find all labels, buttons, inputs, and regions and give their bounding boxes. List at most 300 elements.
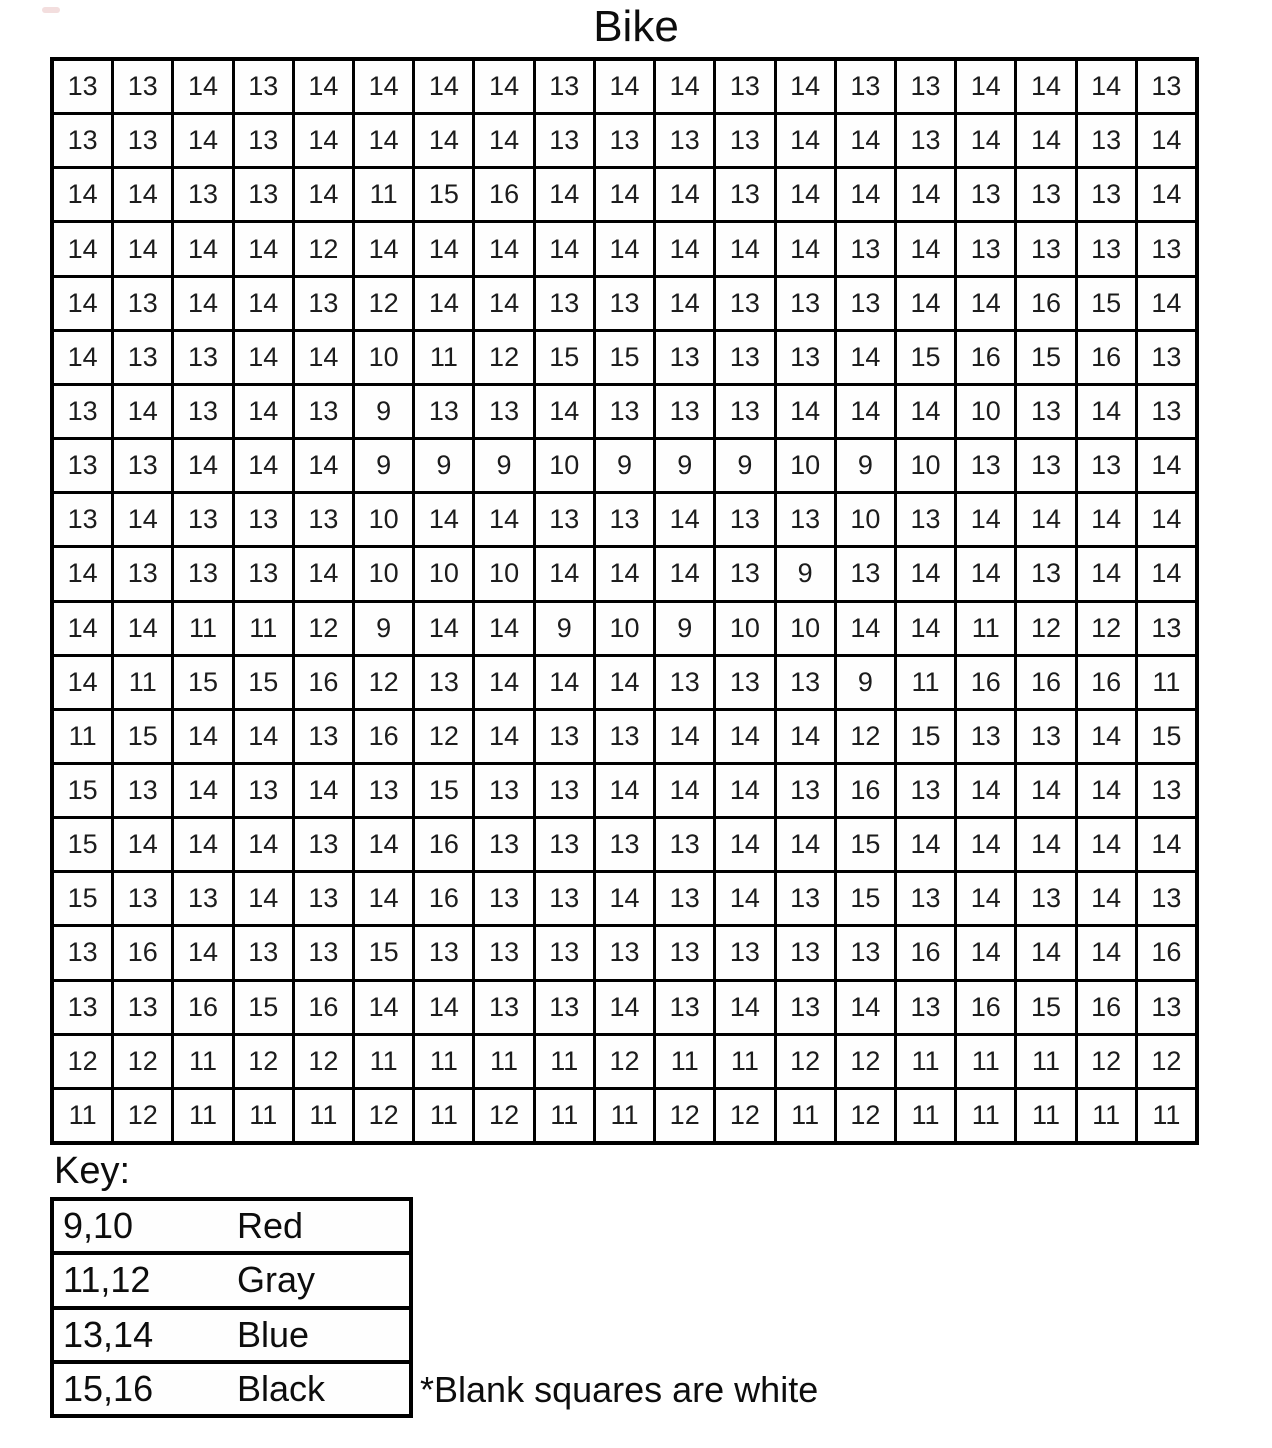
grid-cell: 16 bbox=[1078, 982, 1135, 1033]
grid-cell: 15 bbox=[174, 657, 231, 708]
grid-cell: 14 bbox=[957, 278, 1014, 329]
grid-cell: 11 bbox=[596, 1090, 653, 1141]
grid-cell: 11 bbox=[235, 603, 292, 654]
grid-cell: 13 bbox=[957, 711, 1014, 762]
grid-cell: 13 bbox=[596, 278, 653, 329]
grid-cell: 13 bbox=[1017, 548, 1074, 599]
grid-cell: 14 bbox=[235, 278, 292, 329]
grid-cell: 12 bbox=[355, 657, 412, 708]
grid-cell: 14 bbox=[1138, 115, 1195, 166]
key-numbers: 11,12 bbox=[63, 1259, 151, 1301]
grid-cell: 11 bbox=[54, 1090, 111, 1141]
grid-cell: 14 bbox=[415, 494, 472, 545]
grid-cell: 13 bbox=[656, 982, 713, 1033]
grid-cell: 14 bbox=[415, 982, 472, 1033]
grid-cell: 14 bbox=[1078, 386, 1135, 437]
grid-cell: 13 bbox=[1078, 115, 1135, 166]
grid-cell: 14 bbox=[295, 332, 352, 383]
grid-cell: 12 bbox=[716, 1090, 773, 1141]
grid-cell: 13 bbox=[415, 657, 472, 708]
grid-cell: 14 bbox=[656, 494, 713, 545]
grid-cell: 14 bbox=[114, 603, 171, 654]
grid-cell: 14 bbox=[656, 223, 713, 274]
grid-cell: 14 bbox=[536, 548, 593, 599]
grid-cell: 14 bbox=[54, 332, 111, 383]
grid-cell: 14 bbox=[837, 603, 894, 654]
grid-cell: 13 bbox=[1138, 765, 1195, 816]
grid-cell: 14 bbox=[54, 169, 111, 220]
grid-cell: 11 bbox=[1078, 1090, 1135, 1141]
grid-cell: 13 bbox=[114, 765, 171, 816]
grid-cell: 14 bbox=[1078, 927, 1135, 978]
grid-cell: 13 bbox=[957, 223, 1014, 274]
number-grid bbox=[50, 57, 1199, 1145]
grid-cell: 13 bbox=[777, 873, 834, 924]
grid-cell: 9 bbox=[656, 603, 713, 654]
grid-cell: 11 bbox=[897, 1090, 954, 1141]
grid-cell: 14 bbox=[1017, 61, 1074, 112]
grid-cell: 13 bbox=[1138, 332, 1195, 383]
grid-cell: 13 bbox=[475, 982, 532, 1033]
grid-cell: 14 bbox=[897, 386, 954, 437]
key-numbers: 15,16 bbox=[63, 1367, 154, 1409]
grid-cell: 12 bbox=[837, 711, 894, 762]
grid-cell: 12 bbox=[114, 1090, 171, 1141]
grid-cell: 13 bbox=[656, 332, 713, 383]
grid-cell: 16 bbox=[1078, 657, 1135, 708]
grid-cell: 13 bbox=[777, 657, 834, 708]
grid-cell: 13 bbox=[837, 548, 894, 599]
grid-cell: 13 bbox=[1017, 440, 1074, 491]
grid-cell: 9 bbox=[355, 440, 412, 491]
grid-cell: 11 bbox=[355, 1036, 412, 1087]
grid-cell: 11 bbox=[415, 1036, 472, 1087]
grid-cell: 14 bbox=[536, 223, 593, 274]
key-numbers: 13,14 bbox=[63, 1313, 154, 1355]
grid-cell: 13 bbox=[656, 386, 713, 437]
grid-cell: 14 bbox=[114, 386, 171, 437]
grid-cell: 13 bbox=[475, 765, 532, 816]
grid-cell: 13 bbox=[114, 332, 171, 383]
grid-cell: 13 bbox=[1138, 61, 1195, 112]
grid-cell: 9 bbox=[837, 657, 894, 708]
grid-cell: 13 bbox=[716, 61, 773, 112]
grid-cell: 13 bbox=[777, 332, 834, 383]
grid-cell: 12 bbox=[355, 278, 412, 329]
grid-cell: 14 bbox=[957, 548, 1014, 599]
grid-cell: 13 bbox=[114, 440, 171, 491]
grid-cell: 13 bbox=[777, 765, 834, 816]
grid-cell: 13 bbox=[716, 494, 773, 545]
grid-cell: 13 bbox=[1078, 169, 1135, 220]
grid-cell: 9 bbox=[355, 386, 412, 437]
grid-cell: 14 bbox=[355, 223, 412, 274]
grid-cell: 13 bbox=[295, 711, 352, 762]
grid-cell: 11 bbox=[355, 169, 412, 220]
key-row-red bbox=[54, 1201, 409, 1251]
grid-cell: 13 bbox=[295, 873, 352, 924]
grid-cell: 14 bbox=[174, 223, 231, 274]
grid-cell: 16 bbox=[1078, 332, 1135, 383]
grid-cell: 14 bbox=[716, 819, 773, 870]
grid-cell: 14 bbox=[1138, 548, 1195, 599]
grid-cell: 16 bbox=[837, 765, 894, 816]
grid-cell: 11 bbox=[295, 1090, 352, 1141]
grid-cell: 13 bbox=[54, 494, 111, 545]
grid-cell: 14 bbox=[295, 169, 352, 220]
grid-cell: 14 bbox=[596, 548, 653, 599]
grid-cell: 10 bbox=[596, 603, 653, 654]
grid-cell: 14 bbox=[1078, 61, 1135, 112]
grid-cell: 14 bbox=[777, 61, 834, 112]
grid-cell: 13 bbox=[415, 927, 472, 978]
grid-cell: 14 bbox=[837, 386, 894, 437]
grid-cell: 10 bbox=[897, 440, 954, 491]
grid-cell: 13 bbox=[415, 386, 472, 437]
grid-cell: 14 bbox=[1138, 169, 1195, 220]
grid-cell: 14 bbox=[596, 169, 653, 220]
grid-cell: 14 bbox=[295, 440, 352, 491]
key-color-name: Blue bbox=[237, 1313, 310, 1355]
grid-cell: 14 bbox=[716, 765, 773, 816]
grid-cell: 13 bbox=[114, 873, 171, 924]
grid-cell: 14 bbox=[777, 115, 834, 166]
grid-cell: 13 bbox=[656, 873, 713, 924]
grid-cell: 15 bbox=[536, 332, 593, 383]
grid-cell: 13 bbox=[596, 711, 653, 762]
grid-cell: 13 bbox=[235, 927, 292, 978]
grid-cell: 12 bbox=[1138, 1036, 1195, 1087]
grid-cell: 15 bbox=[355, 927, 412, 978]
grid-cell: 13 bbox=[536, 61, 593, 112]
grid-cell: 14 bbox=[475, 115, 532, 166]
grid-cell: 10 bbox=[475, 548, 532, 599]
grid-cell: 9 bbox=[415, 440, 472, 491]
grid-cell: 13 bbox=[596, 819, 653, 870]
grid-cell: 15 bbox=[114, 711, 171, 762]
grid-cell: 13 bbox=[295, 494, 352, 545]
grid-cell: 13 bbox=[1078, 223, 1135, 274]
key-numbers: 9,10 bbox=[63, 1205, 134, 1247]
grid-cell: 13 bbox=[596, 115, 653, 166]
grid-cell: 15 bbox=[1138, 711, 1195, 762]
grid-cell: 14 bbox=[54, 657, 111, 708]
grid-cell: 13 bbox=[777, 278, 834, 329]
grid-cell: 15 bbox=[897, 332, 954, 383]
grid-cell: 10 bbox=[355, 332, 412, 383]
grid-cell: 13 bbox=[235, 548, 292, 599]
grid-cell: 13 bbox=[596, 494, 653, 545]
grid-cell: 14 bbox=[174, 927, 231, 978]
grid-cell: 14 bbox=[596, 657, 653, 708]
grid-cell: 13 bbox=[235, 61, 292, 112]
grid-cell: 14 bbox=[957, 927, 1014, 978]
grid-cell: 13 bbox=[54, 386, 111, 437]
grid-cell: 14 bbox=[1138, 494, 1195, 545]
grid-cell: 11 bbox=[1138, 657, 1195, 708]
grid-cell: 14 bbox=[716, 711, 773, 762]
grid-cell: 14 bbox=[475, 223, 532, 274]
grid-cell: 14 bbox=[596, 61, 653, 112]
grid-cell: 12 bbox=[1017, 603, 1074, 654]
grid-cell: 14 bbox=[957, 873, 1014, 924]
blank-squares-note: *Blank squares are white bbox=[420, 1369, 819, 1410]
grid-cell: 13 bbox=[536, 115, 593, 166]
grid-cell: 15 bbox=[235, 982, 292, 1033]
grid-cell: 13 bbox=[475, 819, 532, 870]
grid-cell: 13 bbox=[716, 332, 773, 383]
grid-cell: 13 bbox=[295, 386, 352, 437]
grid-cell: 14 bbox=[897, 819, 954, 870]
grid-cell: 13 bbox=[54, 927, 111, 978]
grid-cell: 9 bbox=[596, 440, 653, 491]
grid-cell: 12 bbox=[656, 1090, 713, 1141]
grid-cell: 13 bbox=[716, 115, 773, 166]
grid-cell: 12 bbox=[1078, 603, 1135, 654]
grid-cell: 12 bbox=[475, 332, 532, 383]
grid-cell: 16 bbox=[475, 169, 532, 220]
key-color-name: Gray bbox=[237, 1259, 316, 1301]
grid-cell: 10 bbox=[355, 494, 412, 545]
grid-cell: 14 bbox=[355, 873, 412, 924]
grid-cell: 16 bbox=[957, 657, 1014, 708]
grid-cell: 14 bbox=[174, 819, 231, 870]
grid-cell: 14 bbox=[1078, 819, 1135, 870]
grid-cell: 14 bbox=[1017, 927, 1074, 978]
grid-cell: 13 bbox=[235, 115, 292, 166]
grid-cell: 14 bbox=[1078, 548, 1135, 599]
grid-cell: 16 bbox=[1138, 927, 1195, 978]
grid-cell: 16 bbox=[957, 982, 1014, 1033]
grid-cell: 13 bbox=[897, 765, 954, 816]
grid-cell: 11 bbox=[536, 1036, 593, 1087]
grid-cell: 11 bbox=[1017, 1090, 1074, 1141]
grid-cell: 12 bbox=[837, 1090, 894, 1141]
grid-cell: 13 bbox=[1017, 169, 1074, 220]
grid-cell: 14 bbox=[716, 982, 773, 1033]
grid-cell: 14 bbox=[1078, 873, 1135, 924]
grid-cell: 11 bbox=[54, 711, 111, 762]
grid-cell: 15 bbox=[897, 711, 954, 762]
grid-cell: 13 bbox=[174, 332, 231, 383]
grid-cell: 13 bbox=[837, 927, 894, 978]
grid-cell: 13 bbox=[1138, 223, 1195, 274]
grid-cell: 15 bbox=[54, 765, 111, 816]
grid-cell: 11 bbox=[174, 603, 231, 654]
grid-cell: 14 bbox=[475, 711, 532, 762]
grid-cell: 14 bbox=[957, 765, 1014, 816]
grid-cell: 13 bbox=[777, 982, 834, 1033]
grid-cell: 13 bbox=[1138, 386, 1195, 437]
grid-cell: 14 bbox=[475, 657, 532, 708]
grid-cell: 14 bbox=[656, 278, 713, 329]
grid-cell: 14 bbox=[1078, 711, 1135, 762]
grid-cell: 13 bbox=[174, 548, 231, 599]
grid-cell: 14 bbox=[355, 982, 412, 1033]
grid-cell: 15 bbox=[415, 765, 472, 816]
grid-cell: 14 bbox=[656, 711, 713, 762]
grid-cell: 12 bbox=[837, 1036, 894, 1087]
grid-cell: 11 bbox=[957, 1036, 1014, 1087]
grid-cell: 14 bbox=[897, 223, 954, 274]
grid-cell: 14 bbox=[114, 494, 171, 545]
grid-cell: 14 bbox=[54, 278, 111, 329]
grid-cell: 14 bbox=[1138, 819, 1195, 870]
grid-cell: 14 bbox=[415, 603, 472, 654]
grid-cell: 14 bbox=[54, 603, 111, 654]
grid-cell: 14 bbox=[475, 494, 532, 545]
grid-cell: 13 bbox=[777, 927, 834, 978]
grid-cell: 14 bbox=[174, 115, 231, 166]
grid-cell: 15 bbox=[54, 873, 111, 924]
grid-cell: 14 bbox=[174, 278, 231, 329]
grid-cell: 12 bbox=[475, 1090, 532, 1141]
grid-cell: 13 bbox=[716, 657, 773, 708]
grid-cell: 9 bbox=[656, 440, 713, 491]
grid-cell: 14 bbox=[355, 819, 412, 870]
grid-cell: 13 bbox=[536, 819, 593, 870]
grid-cell: 13 bbox=[536, 873, 593, 924]
grid-cell: 13 bbox=[837, 61, 894, 112]
grid-cell: 11 bbox=[897, 657, 954, 708]
grid-cell: 13 bbox=[235, 169, 292, 220]
grid-cell: 14 bbox=[957, 494, 1014, 545]
grid-cell: 15 bbox=[596, 332, 653, 383]
grid-cell: 14 bbox=[475, 278, 532, 329]
grid-cell: 10 bbox=[777, 440, 834, 491]
grid-cell: 14 bbox=[716, 873, 773, 924]
grid-cell: 14 bbox=[1017, 494, 1074, 545]
grid-cell: 14 bbox=[1017, 819, 1074, 870]
grid-cell: 12 bbox=[355, 1090, 412, 1141]
grid-cell: 13 bbox=[174, 873, 231, 924]
grid-cell: 14 bbox=[777, 169, 834, 220]
grid-cell: 10 bbox=[536, 440, 593, 491]
grid-cell: 14 bbox=[777, 819, 834, 870]
grid-cell: 11 bbox=[1138, 1090, 1195, 1141]
grid-cell: 15 bbox=[415, 169, 472, 220]
grid-cell: 14 bbox=[596, 873, 653, 924]
grid-cell: 9 bbox=[777, 548, 834, 599]
grid-cell: 14 bbox=[295, 765, 352, 816]
grid-cell: 13 bbox=[1138, 982, 1195, 1033]
grid-cell: 13 bbox=[235, 494, 292, 545]
grid-cell: 13 bbox=[1078, 440, 1135, 491]
grid-cell: 13 bbox=[656, 657, 713, 708]
grid-cell: 15 bbox=[1078, 278, 1135, 329]
grid-cell: 14 bbox=[656, 548, 713, 599]
grid-cell: 14 bbox=[174, 440, 231, 491]
key-row-blue bbox=[54, 1310, 409, 1360]
grid-cell: 9 bbox=[716, 440, 773, 491]
grid-cell: 13 bbox=[114, 982, 171, 1033]
grid-cell: 9 bbox=[355, 603, 412, 654]
grid-cell: 13 bbox=[355, 765, 412, 816]
grid-cell: 14 bbox=[1017, 115, 1074, 166]
grid-cell: 14 bbox=[54, 223, 111, 274]
grid-cell: 10 bbox=[957, 386, 1014, 437]
grid-cell: 11 bbox=[656, 1036, 713, 1087]
grid-cell: 12 bbox=[114, 1036, 171, 1087]
grid-cell: 13 bbox=[295, 278, 352, 329]
grid-cell: 14 bbox=[415, 61, 472, 112]
grid-cell: 15 bbox=[837, 873, 894, 924]
grid-cell: 13 bbox=[897, 982, 954, 1033]
grid-cell: 15 bbox=[235, 657, 292, 708]
grid-cell: 13 bbox=[295, 927, 352, 978]
grid-cell: 13 bbox=[536, 278, 593, 329]
grid-cell: 15 bbox=[837, 819, 894, 870]
grid-cell: 13 bbox=[295, 819, 352, 870]
grid-cell: 13 bbox=[536, 927, 593, 978]
grid-cell: 14 bbox=[957, 819, 1014, 870]
grid-cell: 11 bbox=[897, 1036, 954, 1087]
grid-cell: 13 bbox=[897, 61, 954, 112]
grid-cell: 13 bbox=[897, 873, 954, 924]
grid-cell: 13 bbox=[54, 61, 111, 112]
grid-cell: 16 bbox=[174, 982, 231, 1033]
key-color-name: Black bbox=[237, 1367, 326, 1409]
grid-cell: 13 bbox=[114, 548, 171, 599]
grid-cell: 14 bbox=[174, 765, 231, 816]
grid-cell: 13 bbox=[716, 386, 773, 437]
grid-cell: 14 bbox=[355, 61, 412, 112]
grid-cell: 14 bbox=[897, 169, 954, 220]
grid-cell: 14 bbox=[235, 386, 292, 437]
grid-cell: 13 bbox=[1138, 603, 1195, 654]
grid-cell: 13 bbox=[656, 927, 713, 978]
grid-cell: 12 bbox=[295, 1036, 352, 1087]
grid-cell: 14 bbox=[957, 61, 1014, 112]
grid-cell: 10 bbox=[837, 494, 894, 545]
grid-cell: 13 bbox=[174, 169, 231, 220]
grid-cell: 13 bbox=[536, 982, 593, 1033]
grid-cell: 13 bbox=[1017, 873, 1074, 924]
grid-cell: 13 bbox=[536, 494, 593, 545]
grid-cell: 14 bbox=[596, 223, 653, 274]
grid-cell: 14 bbox=[1078, 494, 1135, 545]
key-color-name: Red bbox=[237, 1205, 304, 1247]
grid-cell: 14 bbox=[596, 982, 653, 1033]
grid-cell: 14 bbox=[415, 115, 472, 166]
grid-cell: 14 bbox=[475, 61, 532, 112]
grid-cell: 13 bbox=[174, 386, 231, 437]
grid-cell: 11 bbox=[957, 1090, 1014, 1141]
grid-cell: 11 bbox=[716, 1036, 773, 1087]
grid-cell: 14 bbox=[174, 61, 231, 112]
grid-cell: 13 bbox=[1138, 873, 1195, 924]
grid-cell: 14 bbox=[114, 223, 171, 274]
grid-cell: 14 bbox=[1138, 440, 1195, 491]
grid-cell: 13 bbox=[475, 927, 532, 978]
grid-cell: 14 bbox=[837, 982, 894, 1033]
grid-cell: 13 bbox=[235, 765, 292, 816]
key-row-black bbox=[54, 1364, 409, 1414]
grid-cell: 11 bbox=[114, 657, 171, 708]
grid-cell: 14 bbox=[536, 386, 593, 437]
grid-cell: 12 bbox=[295, 603, 352, 654]
grid-cell: 14 bbox=[114, 169, 171, 220]
grid-cell: 11 bbox=[235, 1090, 292, 1141]
grid-cell: 16 bbox=[295, 982, 352, 1033]
grid-cell: 12 bbox=[54, 1036, 111, 1087]
grid-cell: 14 bbox=[295, 61, 352, 112]
grid-cell: 13 bbox=[54, 115, 111, 166]
grid-cell: 14 bbox=[897, 603, 954, 654]
grid-cell: 16 bbox=[415, 873, 472, 924]
grid-cell: 13 bbox=[174, 494, 231, 545]
grid-cell: 14 bbox=[114, 819, 171, 870]
